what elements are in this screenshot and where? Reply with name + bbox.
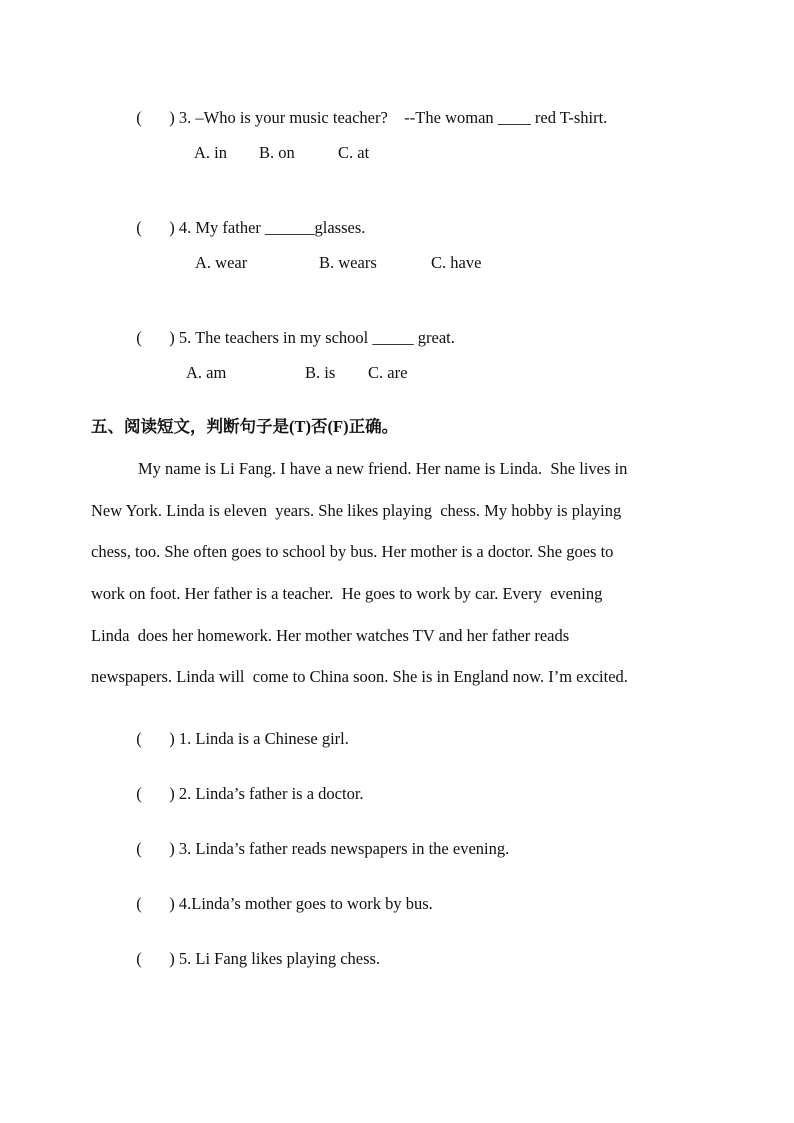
statement-text: 5. Li Fang likes playing chess.	[178, 949, 381, 968]
question-text: 4. My father ______glasses.	[178, 218, 366, 237]
answer-blank[interactable]: (	[136, 949, 142, 968]
passage-line: Linda does her homework. Her mother watches TV and her father reads	[91, 626, 570, 645]
statement-3: ( ) 3. Linda’s father reads newspapers in the evening.	[136, 839, 510, 858]
statement-text: 1. Linda is a Chinese girl.	[178, 729, 349, 748]
option-c[interactable]: C. at	[338, 143, 370, 162]
statement-text: 3. Linda’s father reads newspapers in the evening.	[178, 839, 510, 858]
question-text: 3. –Who is your music teacher? --The woman ____ red T-shirt.	[178, 108, 608, 127]
option-b[interactable]: B. is	[305, 363, 336, 382]
passage-line: chess, too. She often goes to school by bus. Her mother is a doctor. She goes to	[91, 542, 614, 561]
option-b[interactable]: B. wears	[319, 253, 377, 272]
statement-5: ( ) 5. Li Fang likes playing chess.	[136, 949, 381, 968]
passage-line: My name is Li Fang. I have a new friend. Her name is Linda. She lives in	[138, 459, 628, 478]
statement-2: ( ) 2. Linda’s father is a doctor.	[136, 784, 364, 803]
question-5: ( ) 5. The teachers in my school _____ great.	[136, 328, 455, 347]
option-b[interactable]: B. on	[259, 143, 295, 162]
option-a[interactable]: A. in	[194, 143, 227, 162]
option-a[interactable]: A. am	[186, 363, 227, 382]
statement-text: 4.Linda’s mother goes to work by bus.	[178, 894, 433, 913]
question-4: ( ) 4. My father ______glasses.	[136, 218, 366, 237]
question-text: 5. The teachers in my school _____ great.	[178, 328, 455, 347]
option-c[interactable]: C. are	[368, 363, 408, 382]
answer-blank[interactable]: (	[136, 894, 142, 913]
option-a[interactable]: A. wear	[195, 253, 248, 272]
passage-line: newspapers. Linda will come to China soon. She is in England now. I’m excited.	[91, 667, 628, 686]
section-heading: 五、阅读短文，判断句子是(T)否(F)正确。	[91, 417, 399, 436]
answer-blank[interactable]: (	[136, 328, 142, 347]
statement-1: ( ) 1. Linda is a Chinese girl.	[136, 729, 349, 748]
option-c[interactable]: C. have	[431, 253, 482, 272]
passage-line: work on foot. Her father is a teacher. He goes to work by car. Every evening	[91, 584, 603, 603]
statement-text: 2. Linda’s father is a doctor.	[178, 784, 364, 803]
answer-blank[interactable]: (	[136, 839, 142, 858]
statement-4: ( ) 4.Linda’s mother goes to work by bus.	[136, 894, 433, 913]
answer-blank[interactable]: (	[136, 784, 142, 803]
question-3: ( ) 3. –Who is your music teacher? --The woman ____ red T-shirt.	[136, 108, 608, 127]
answer-blank[interactable]: (	[136, 218, 142, 237]
answer-blank[interactable]: (	[136, 108, 142, 127]
answer-blank[interactable]: (	[136, 729, 142, 748]
passage-line: New York. Linda is eleven years. She likes playing chess. My hobby is playing	[91, 501, 622, 520]
